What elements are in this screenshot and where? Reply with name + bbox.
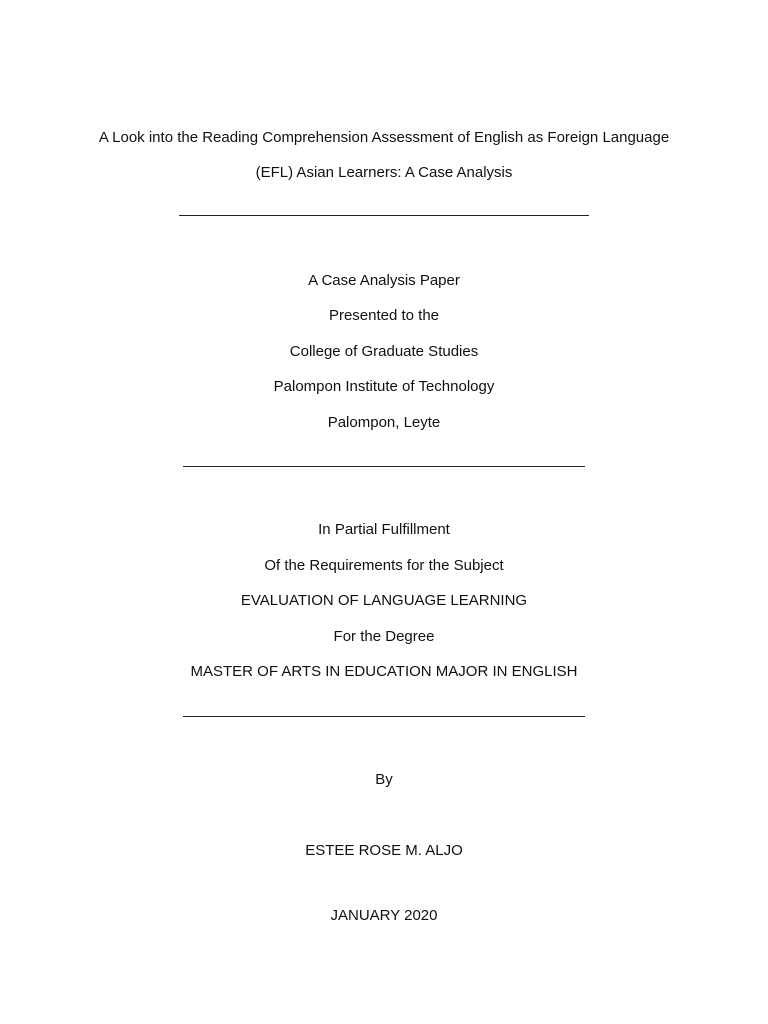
requirements-for-subject: Of the Requirements for the Subject — [264, 557, 504, 574]
separator-rule-1 — [179, 215, 589, 216]
paper-title-line-2: (EFL) Asian Learners: A Case Analysis — [255, 164, 513, 181]
paper-type: A Case Analysis Paper — [308, 272, 460, 289]
partial-fulfillment: In Partial Fulfillment — [318, 521, 450, 538]
institution-location: Palompon, Leyte — [327, 414, 441, 431]
for-the-degree: For the Degree — [333, 628, 435, 645]
by-label: By — [375, 771, 393, 788]
author-name: ESTEE ROSE M. ALJO — [305, 842, 463, 859]
subject-name: EVALUATION OF LANGUAGE LEARNING — [240, 592, 528, 609]
presented-to: Presented to the — [328, 307, 440, 324]
college-name: College of Graduate Studies — [289, 343, 479, 360]
separator-rule-2 — [183, 466, 585, 467]
separator-rule-3 — [183, 716, 585, 717]
degree-name: MASTER OF ARTS IN EDUCATION MAJOR IN ENGLISH — [190, 663, 578, 680]
paper-title-line-1: A Look into the Reading Comprehension Assessment of English as Foreign Language — [98, 129, 670, 146]
institution-name: Palompon Institute of Technology — [273, 378, 495, 395]
submission-date: JANUARY 2020 — [330, 907, 438, 924]
